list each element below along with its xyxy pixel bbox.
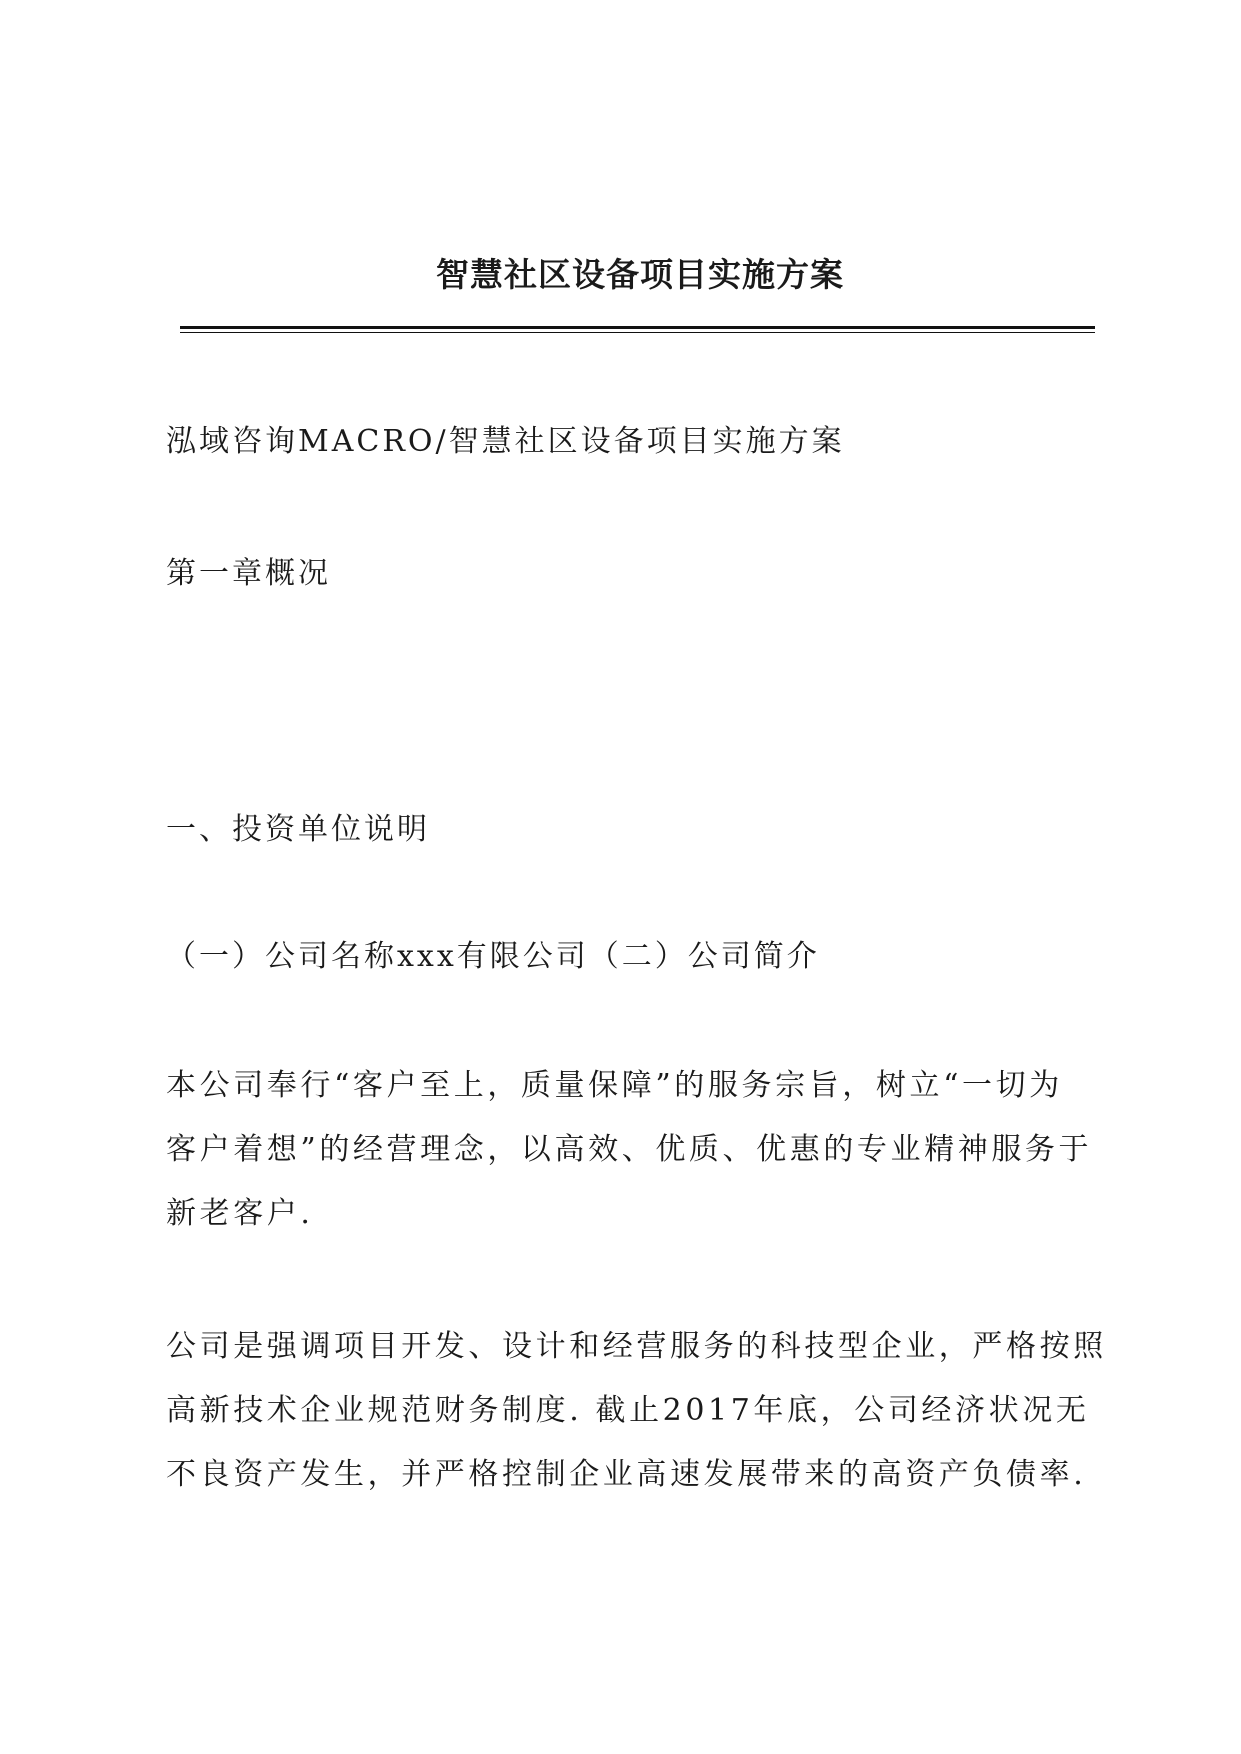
paragraph-line: 高新技术企业规范财务制度. 截止2017年底，公司经济状况无 [166,1393,1090,1428]
paragraph-line: 不良资产发生，并严格控制企业高速发展带来的高资产负债率. [166,1457,1087,1492]
paragraph-line: 公司是强调项目开发、设计和经营服务的科技型企业，严格按照 [166,1329,1107,1364]
paragraph-line: 新老客户. [166,1196,314,1231]
title-divider [180,326,1095,333]
company-name-line: （一）公司名称xxx有限公司（二）公司简介 [166,939,820,974]
document-title: 智慧社区设备项目实施方案 [436,255,844,294]
paragraph-line: 客户着想”的经营理念，以高效、优质、优惠的专业精神服务于 [166,1132,1093,1167]
document-breadcrumb: 泓域咨询MACRO/智慧社区设备项目实施方案 [166,424,845,459]
paragraph-line: 本公司奉行“客户至上，质量保障”的服务宗旨，树立“一切为 [166,1068,1063,1103]
section-heading: 一、投资单位说明 [166,812,430,847]
company-intro-paragraph-1 [166,1054,1106,1246]
company-intro-paragraph-2 [166,1315,1106,1507]
chapter-heading: 第一章概况 [166,556,331,591]
